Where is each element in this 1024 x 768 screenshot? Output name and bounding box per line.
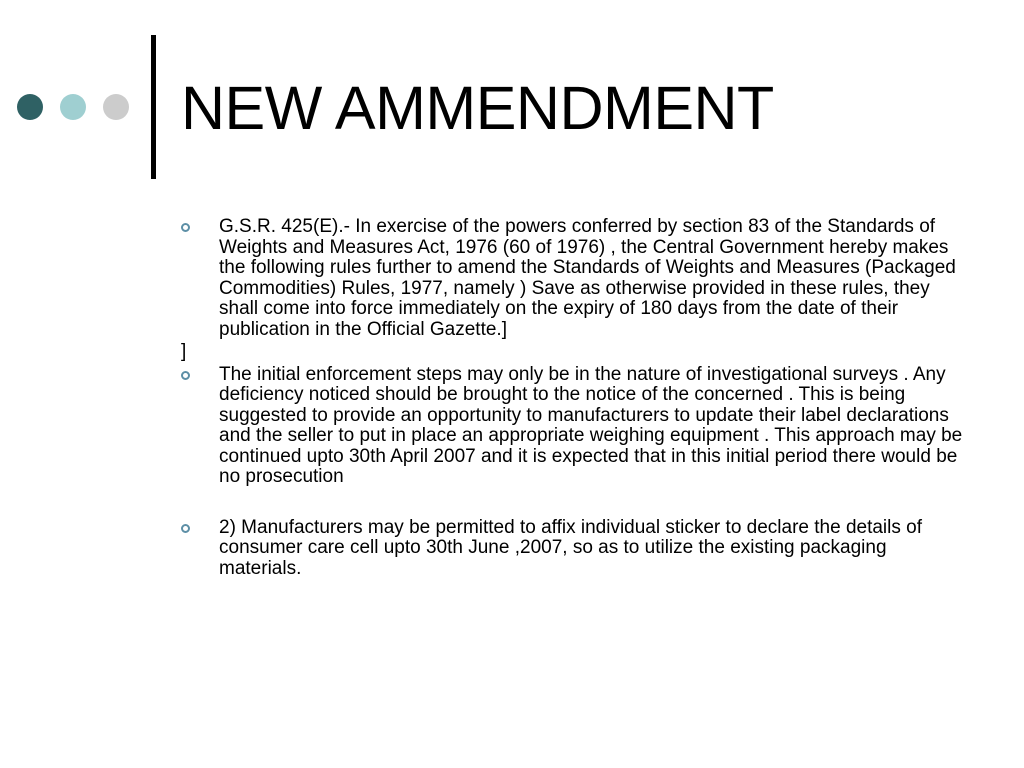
plain-line-bracket [181,342,971,363]
title-divider-line [151,35,156,179]
decorative-dot-dark-teal [17,94,43,120]
decorative-dot-gray [103,94,129,120]
plain-line-text: ] [181,341,187,362]
bullet-icon [181,223,190,232]
slide-title: NEW AMMENDMENT [181,74,774,142]
slide-body [181,217,971,579]
bullet-item-text: The initial enforcement steps may only be in the nature of investigational surveys . Any deficiency noticed should be brought to the notice of the concerned . This is being suggested to provide an opportunity to manufacturers to update their label declarations and the seller to put in place an appropriate weighing equipment . This approach may be continued upto 30th April 2007 and it is expected that in this initial period there would be no prosecution [219,363,963,487]
bullet-item-initial-enforcement [181,365,971,488]
bullet-icon [181,371,190,380]
bullet-item-manufacturers-sticker [181,518,971,580]
bullet-item-text: 2) Manufacturers may be permitted to affix individual sticker to declare the details of consumer care cell upto 30th June ,2007, so as to utilize the existing packaging materials. [219,516,922,579]
bullet-item-gsr-425 [181,217,971,340]
bullet-icon [181,524,190,533]
bullet-item-text: G.S.R. 425(E).- In exercise of the powers conferred by section 83 of the Standards of Weights and Measures Act, 1976 (60 of 1976) , the Central Government hereby makes the following rules further to amend the Standards of Weights and Measures (Packaged Commodities) Rules, 1977, namely ) Save as otherwise provided in these rules, they shall come into force immediately on the expiry of 180 days from the date of their publication in the Official Gazette.] [219,216,956,340]
decorative-dot-light-teal [60,94,86,120]
